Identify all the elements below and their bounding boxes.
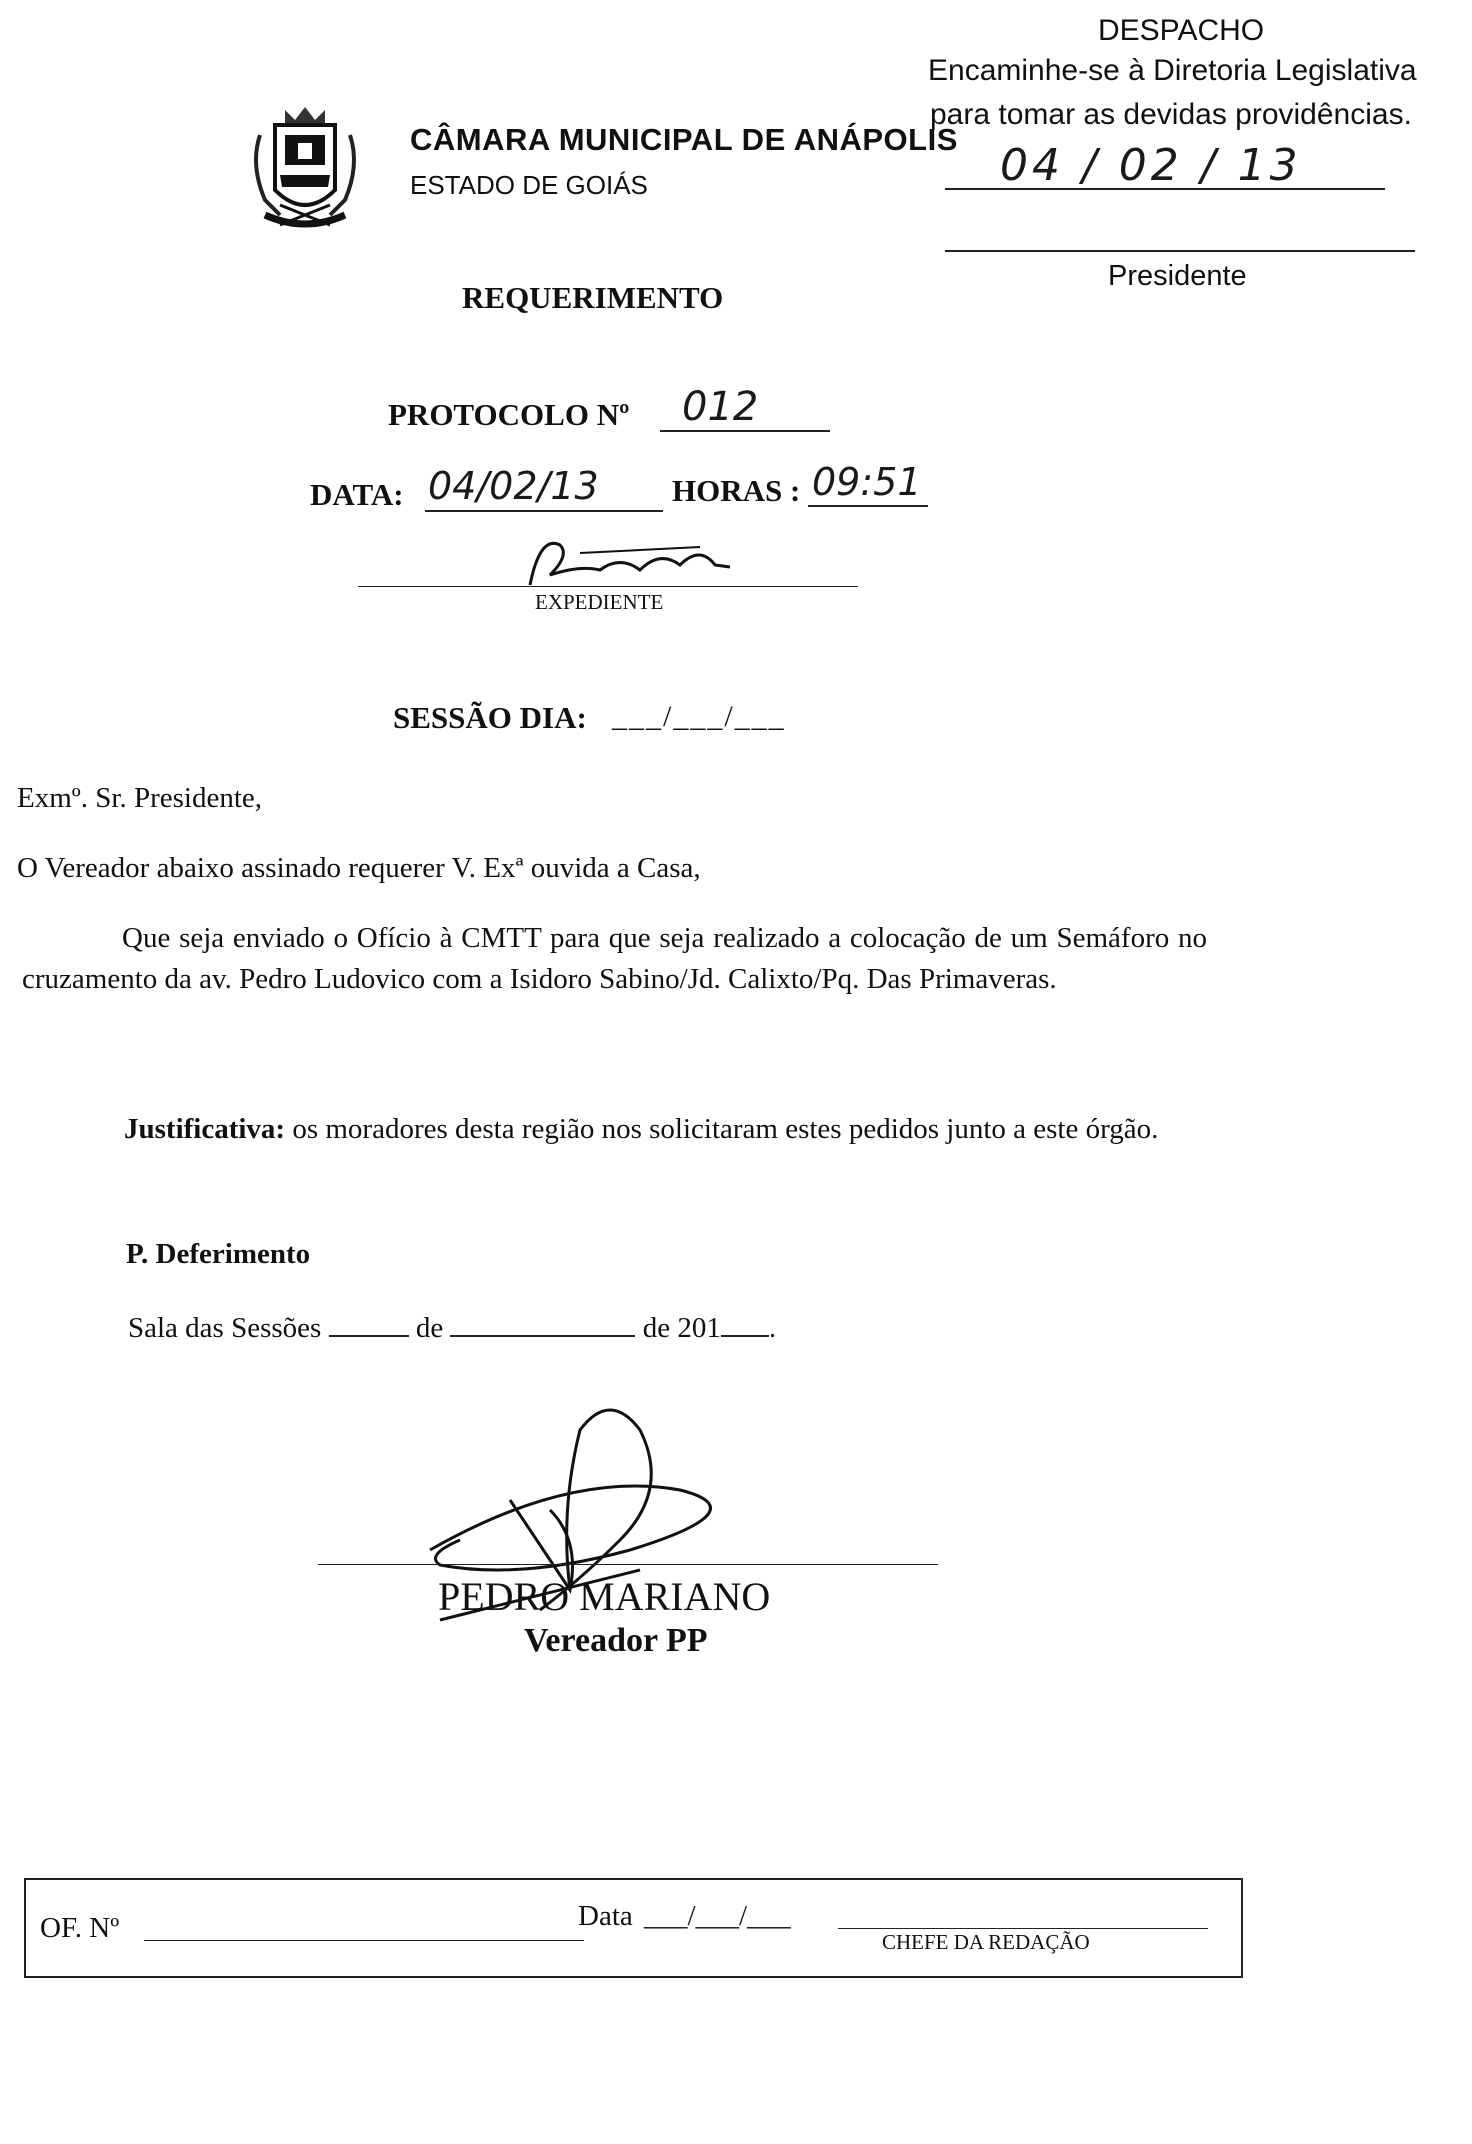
footer-data-blank: ___/___/___ bbox=[644, 1900, 791, 1932]
despacho-signer: Presidente bbox=[1108, 260, 1247, 292]
expediente-label: EXPEDIENTE bbox=[535, 590, 664, 614]
horas-value: 09:51 bbox=[812, 460, 922, 504]
chefe-label: CHEFE DA REDAÇÃO bbox=[882, 1930, 1090, 1954]
footer-box bbox=[24, 1878, 1243, 1978]
municipal-seal bbox=[240, 95, 370, 235]
footer-data-label: Data bbox=[578, 1900, 633, 1932]
data-value: 04/02/13 bbox=[428, 464, 599, 508]
intro-text: O Vereador abaixo assinado requerer V. Exª ouvida a Casa, bbox=[17, 852, 701, 884]
sala-suffix: . bbox=[768, 1312, 777, 1344]
deferimento: P. Deferimento bbox=[126, 1238, 311, 1270]
request-text: Que seja enviado o Ofício à CMTT para que seja realizado a colocação de um Semáforo no cruzamento da av. Pedro Ludovico com a Isidoro Sabino/Jd. Calixto/Pq. Das Primaveras. bbox=[22, 922, 1207, 995]
salutation: Exmº. Sr. Presidente, bbox=[17, 782, 262, 814]
document-title: REQUERIMENTO bbox=[462, 280, 724, 315]
despacho-line-2: para tomar as devidas providências. bbox=[930, 98, 1412, 131]
of-label: OF. Nº bbox=[40, 1912, 120, 1944]
sessao-blank: ___/___/___ bbox=[612, 700, 786, 733]
sala-de-1: de bbox=[415, 1312, 444, 1344]
data-label: DATA: bbox=[310, 477, 404, 512]
sala-de-2: de 201 bbox=[642, 1312, 721, 1344]
despacho-signature-line bbox=[945, 250, 1415, 252]
horas-line bbox=[808, 505, 928, 507]
of-line bbox=[144, 1940, 584, 1941]
horas-label: HORAS : bbox=[672, 473, 801, 508]
justificativa-paragraph bbox=[24, 1108, 1209, 1150]
protocolo-value: 012 bbox=[682, 384, 759, 430]
justificativa-text: os moradores desta região nos solicitaram estes pedidos junto a este órgão. bbox=[292, 1113, 1159, 1145]
protocolo-line bbox=[660, 430, 830, 432]
state-name: ESTADO DE GOIÁS bbox=[410, 170, 648, 200]
chefe-line bbox=[838, 1928, 1208, 1929]
despacho-date-line bbox=[945, 188, 1385, 190]
protocolo-label: PROTOCOLO Nº bbox=[388, 397, 630, 432]
data-line bbox=[425, 510, 663, 512]
request-paragraph bbox=[22, 918, 1207, 1000]
councilor-name: PEDRO MARIANO bbox=[438, 1574, 771, 1619]
despacho-date: 04 / 02 / 13 bbox=[1000, 140, 1302, 191]
expediente-line bbox=[358, 586, 858, 587]
sala-das-sessoes bbox=[128, 1312, 776, 1345]
justificativa-label: Justificativa: bbox=[124, 1113, 286, 1145]
institution-name: CÂMARA MUNICIPAL DE ANÁPOLIS bbox=[410, 122, 958, 157]
councilor-role: Vereador PP bbox=[524, 1622, 708, 1659]
signature-line bbox=[318, 1564, 938, 1565]
despacho-title: DESPACHO bbox=[1098, 14, 1265, 47]
sala-prefix: Sala das Sessões bbox=[128, 1312, 322, 1344]
despacho-line-1: Encaminhe-se à Diretoria Legislativa bbox=[928, 54, 1417, 87]
sessao-label: SESSÃO DIA: bbox=[393, 700, 587, 735]
